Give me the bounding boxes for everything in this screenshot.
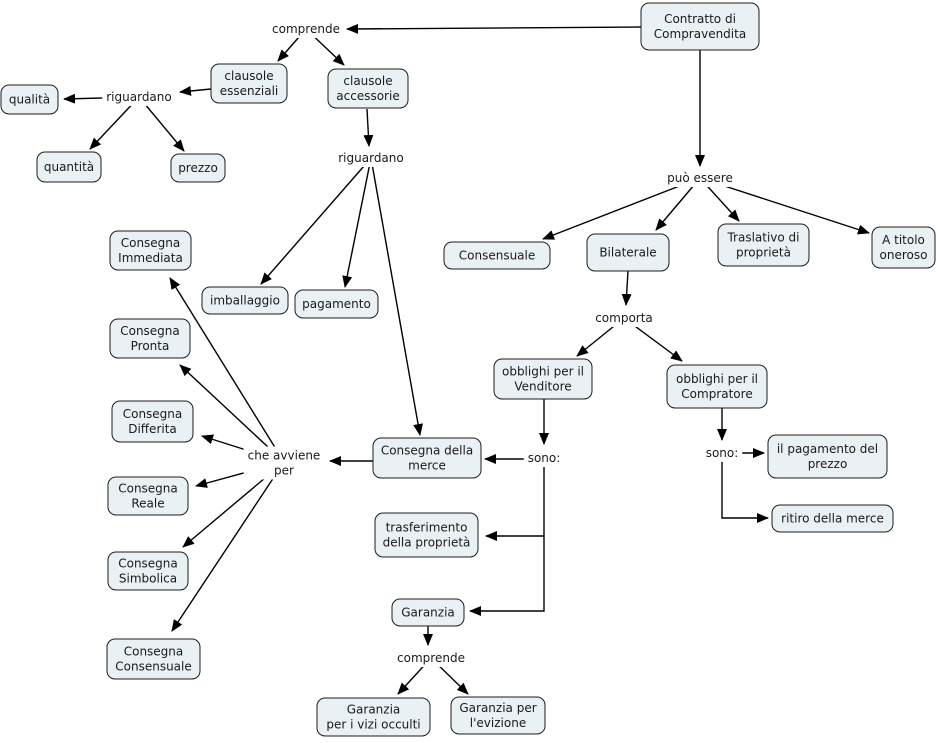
label-sono-compratore-text: sono:: [705, 446, 739, 460]
node-quantita[interactable]: [37, 152, 101, 182]
node-consegna-reale[interactable]: [108, 477, 188, 515]
node-consegna-della-merce-text: merce: [408, 458, 446, 473]
link-label-riguardano-left[interactable]: [102, 88, 175, 106]
node-consegna-differita[interactable]: [112, 401, 193, 442]
node-consegna-immediata-text: Consegna: [120, 236, 181, 250]
node-imballaggio-text: imballaggio: [210, 293, 280, 308]
node-obblighi-compratore-text: Compratore: [681, 387, 753, 401]
node-consegna-consensuale-text: Consensuale: [115, 659, 192, 674]
edge-bilaterale--comporta: [626, 271, 628, 305]
node-consegna-simbolica-text: Simbolica: [118, 571, 178, 586]
node-traslativo-di-proprieta-text: Traslativo di: [727, 230, 800, 245]
node-clausole-essenziali-text: essenziali: [219, 84, 279, 98]
node-garanzia[interactable]: [392, 599, 464, 626]
node-bilaterale[interactable]: [587, 234, 669, 271]
node-clausole-essenziali-text: clausole: [224, 69, 274, 83]
node-trasferimento-della-proprieta-text: trasferimento: [385, 520, 468, 535]
edge-riguardano-mid--pagamento: [345, 158, 371, 287]
node-a-titolo-oneroso[interactable]: [872, 227, 935, 268]
link-label-riguardano-mid[interactable]: [334, 149, 407, 167]
node-qualita-text: qualità: [8, 92, 51, 107]
node-contratto-di-compravendita-text: Contratto di: [664, 12, 736, 26]
label-comporta-text: comporta: [595, 311, 653, 325]
node-trasferimento-della-proprieta-text: della proprietà: [382, 535, 471, 550]
edge-contratto-di-compravendita--comprende-top: [347, 27, 641, 29]
node-a-titolo-oneroso-text: oneroso: [879, 248, 928, 262]
link-label-che-avviene-per[interactable]: [244, 447, 325, 480]
node-consegna-consensuale[interactable]: [107, 639, 200, 679]
link-label-comprende-bottom[interactable]: [393, 649, 469, 667]
node-consegna-differita-text: Consegna: [122, 407, 183, 421]
node-qualita[interactable]: [1, 85, 58, 114]
link-label-comporta[interactable]: [591, 309, 657, 327]
node-consegna-differita-text: Differita: [128, 422, 177, 436]
label-riguardano-mid-text: riguardano: [338, 151, 404, 165]
edge-clausole-essenziali--riguardano-left: [180, 89, 211, 92]
node-garanzia-text: Garanzia: [401, 605, 455, 620]
edge-puo-essere--consensuale: [543, 178, 700, 239]
node-consensuale[interactable]: [444, 242, 550, 269]
node-contratto-di-compravendita-text: Compravendita: [653, 27, 747, 41]
label-che-avviene-per-text: che avviene: [247, 448, 321, 463]
node-ritiro-della-merce-text: ritiro della merce: [781, 511, 884, 526]
node-consegna-consensuale-text: Consegna: [123, 644, 184, 659]
label-riguardano-left-text: riguardano: [106, 90, 172, 104]
node-garanzia-vizi-occulti-text: per i vizi occulti: [326, 717, 421, 732]
link-label-sono-venditore[interactable]: [524, 449, 565, 467]
edge-riguardano-mid--imballaggio: [261, 158, 371, 284]
label-puo-essere-text: può essere: [667, 171, 733, 185]
node-il-pagamento-del-prezzo-text: il pagamento del: [776, 442, 879, 456]
node-consegna-pronta-text: Pronta: [130, 339, 170, 353]
node-ritiro-della-merce[interactable]: [772, 505, 893, 532]
node-consegna-simbolica-text: Consegna: [118, 556, 178, 571]
node-clausole-accessorie-text: clausole: [343, 74, 393, 88]
node-trasferimento-della-proprieta[interactable]: [375, 513, 478, 557]
node-pagamento-text: pagamento: [302, 297, 371, 311]
node-garanzia-evizione-text: l'evizione: [469, 716, 527, 730]
edge-layer: [64, 27, 869, 694]
node-layer: [1, 3, 935, 736]
node-traslativo-di-proprieta-text: proprietà: [736, 245, 791, 260]
node-consegna-pronta[interactable]: [110, 319, 190, 358]
node-garanzia-evizione-text: Garanzia per: [459, 701, 537, 715]
node-garanzia-evizione[interactable]: [451, 697, 545, 734]
node-obblighi-venditore-text: obblighi per il: [501, 364, 585, 379]
node-contratto-di-compravendita[interactable]: [641, 3, 759, 50]
node-obblighi-venditore-text: Venditore: [514, 379, 572, 394]
label-sono-venditore-text: sono:: [527, 451, 561, 465]
node-clausole-accessorie-text: accessorie: [336, 89, 400, 103]
node-consegna-della-merce[interactable]: [373, 438, 481, 478]
node-consegna-simbolica[interactable]: [108, 552, 188, 590]
node-clausole-accessorie[interactable]: [328, 69, 408, 108]
link-label-sono-compratore[interactable]: [702, 444, 743, 462]
node-a-titolo-oneroso-text: A titolo: [882, 233, 925, 247]
node-pagamento[interactable]: [295, 290, 378, 318]
node-consegna-pronta-text: Consegna: [120, 324, 180, 338]
edge-sono-compratore--ritiro-della-merce: [722, 453, 768, 518]
link-label-comprende-top[interactable]: [268, 20, 344, 38]
edge-che-avviene-per--consegna-consensuale: [172, 462, 284, 631]
node-il-pagamento-del-prezzo-text: prezzo: [807, 457, 848, 471]
label-comprende-bottom-text: comprende: [397, 651, 465, 665]
node-consegna-immediata[interactable]: [110, 231, 191, 270]
label-che-avviene-per-text: per: [274, 463, 294, 478]
node-consegna-reale-text: Consegna: [118, 481, 178, 496]
edge-sono-venditore--garanzia: [470, 458, 544, 611]
node-obblighi-compratore-text: obblighi per il: [675, 372, 759, 386]
node-garanzia-vizi-occulti-text: Garanzia: [346, 702, 401, 717]
node-prezzo-text: prezzo: [178, 161, 218, 175]
node-consegna-immediata-text: Immediata: [118, 251, 183, 265]
node-consensuale-text: Consensuale: [458, 248, 536, 263]
node-quantita-text: quantità: [43, 160, 95, 174]
node-obblighi-compratore[interactable]: [667, 365, 767, 408]
node-garanzia-vizi-occulti[interactable]: [317, 698, 430, 736]
label-comprende-top-text: comprende: [272, 22, 340, 36]
node-traslativo-di-proprieta[interactable]: [718, 224, 809, 266]
node-imballaggio[interactable]: [202, 287, 288, 314]
node-consegna-reale-text: Reale: [131, 496, 165, 511]
node-prezzo[interactable]: [171, 154, 225, 182]
node-bilaterale-text: Bilaterale: [599, 245, 657, 260]
edge-clausole-accessorie--riguardano-mid: [367, 109, 369, 146]
node-obblighi-venditore[interactable]: [494, 359, 592, 399]
node-il-pagamento-del-prezzo[interactable]: [768, 435, 887, 478]
link-label-puo-essere[interactable]: [663, 169, 737, 187]
node-clausole-essenziali[interactable]: [211, 64, 287, 103]
node-consegna-della-merce-text: Consegna della: [380, 443, 474, 458]
